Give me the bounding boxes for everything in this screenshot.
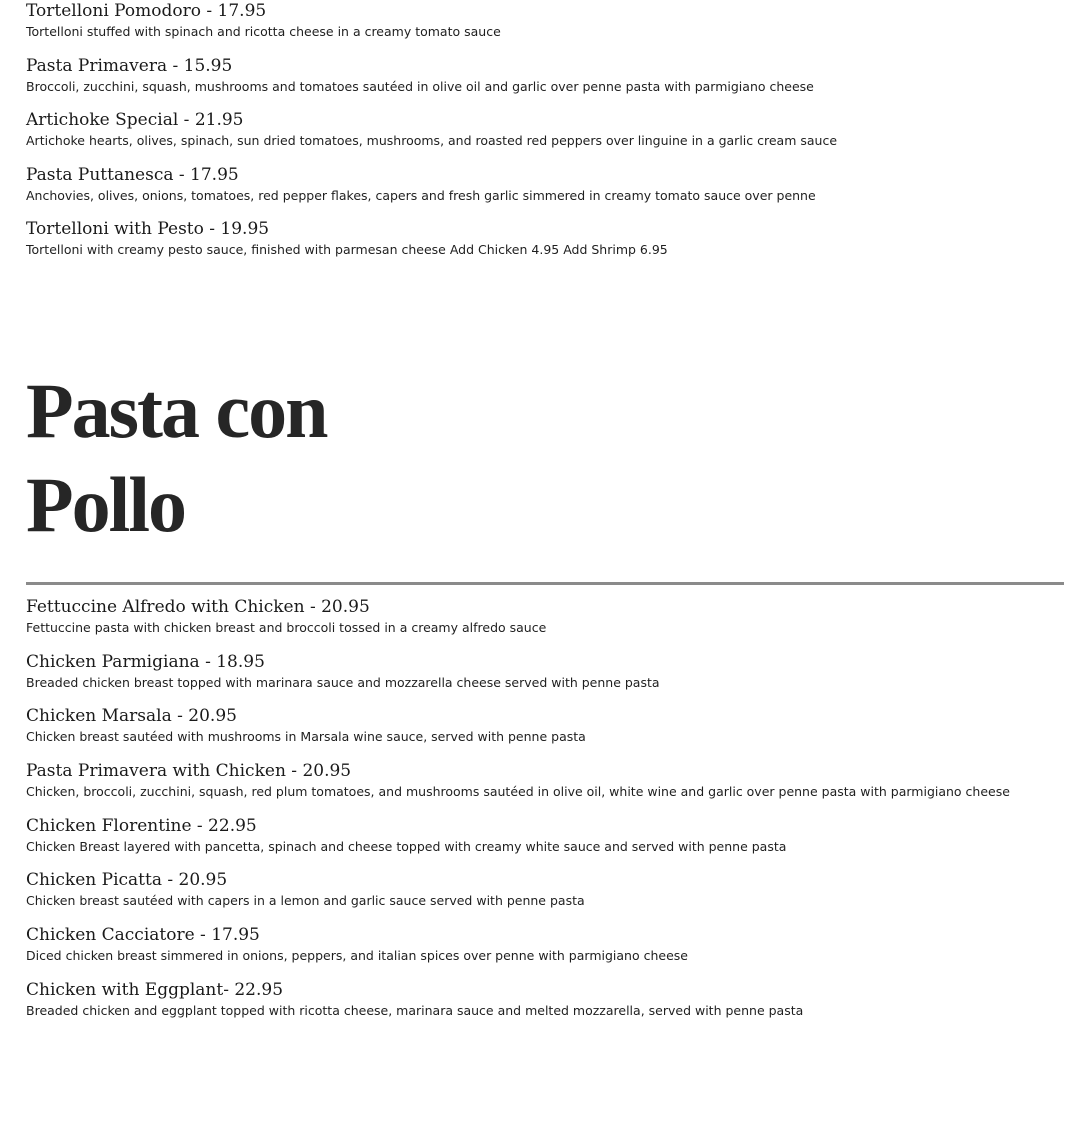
menu-item-description: Anchovies, olives, onions, tomatoes, red pepper flakes, capers and fresh garlic simmered in creamy tomato sauce over penne <box>26 187 816 203</box>
menu-item-title: Chicken Picatta - 20.95 <box>26 870 228 891</box>
menu-item-description: Chicken breast sautéed with capers in a lemon and garlic sauce served with penne pasta <box>26 893 585 909</box>
menu-item-description: Breaded chicken breast topped with marinara sauce and mozzarella cheese served with penne pasta <box>26 674 660 690</box>
menu-item-description: Chicken Breast layered with pancetta, spinach and cheese topped with creamy white sauce and served with penne pasta <box>26 838 787 854</box>
menu-item-title: Chicken Florentine - 22.95 <box>26 815 257 836</box>
chicken-pasta-items-list <box>26 596 1064 1034</box>
menu-item <box>26 924 1064 979</box>
menu-item-description: Artichoke hearts, olives, spinach, sun dried tomatoes, mushrooms, and roasted red peppers over linguine in a garlic cream sauce <box>26 133 838 149</box>
menu-item-description: Tortelloni with creamy pesto sauce, finished with parmesan cheese Add Chicken 4.95 Add Shrimp 6.95 <box>26 242 668 258</box>
section-heading-line: Pollo <box>26 461 185 548</box>
menu-item-description: Chicken, broccoli, zucchini, squash, red plum tomatoes, and mushrooms sautéed in olive oil, white wine and garlic over penne pasta with parmigiano cheese <box>26 784 1010 800</box>
menu-item <box>26 760 1064 815</box>
menu-item <box>26 651 1064 706</box>
menu-item <box>26 596 1064 651</box>
menu-item <box>26 705 1064 760</box>
menu-item-description: Breaded chicken and eggplant topped with ricotta cheese, marinara sauce and melted mozzarella, served with penne pasta <box>26 1002 804 1018</box>
menu-item <box>26 55 1064 110</box>
menu-item <box>26 109 1064 164</box>
pasta-items-list <box>26 0 1064 273</box>
menu-item-title: Chicken Cacciatore - 17.95 <box>26 925 260 946</box>
section-heading-line: Pasta con <box>26 367 327 454</box>
menu-item-title: Pasta Primavera - 15.95 <box>26 55 233 76</box>
menu-item-description: Tortelloni stuffed with spinach and ricotta cheese in a creamy tomato sauce <box>26 24 501 39</box>
menu-item-description: Diced chicken breast simmered in onions, peppers, and italian spices over penne with parmigiano cheese <box>26 948 688 964</box>
menu-item-title: Chicken Marsala - 20.95 <box>26 706 237 727</box>
menu-item <box>26 979 1064 1034</box>
menu-item-title: Tortelloni Pomodoro - 17.95 <box>26 1 267 21</box>
menu-item-description: Broccoli, zucchini, squash, mushrooms and tomatoes sautéed in olive oil and garlic over penne pasta with parmigiano cheese <box>26 78 814 94</box>
menu-item <box>26 869 1064 924</box>
menu-item-title: Artichoke Special - 21.95 <box>26 110 244 131</box>
menu-item <box>26 218 1064 273</box>
section-divider <box>26 582 1064 585</box>
menu-item-title: Chicken Parmigiana - 18.95 <box>26 651 265 672</box>
section-heading <box>26 364 446 552</box>
menu-item <box>26 0 1064 55</box>
menu-item <box>26 164 1064 219</box>
menu-item <box>26 815 1064 870</box>
menu-item-title: Pasta Primavera with Chicken - 20.95 <box>26 761 352 782</box>
menu-item-title: Chicken with Eggplant- 22.95 <box>26 979 284 1000</box>
menu-item-description: Chicken breast sautéed with mushrooms in Marsala wine sauce, served with penne pasta <box>26 729 586 745</box>
menu-item-description: Fettuccine pasta with chicken breast and broccoli tossed in a creamy alfredo sauce <box>26 620 547 635</box>
menu-item-title: Fettuccine Alfredo with Chicken - 20.95 <box>26 597 370 617</box>
menu-item-title: Pasta Puttanesca - 17.95 <box>26 164 239 185</box>
menu-item-title: Tortelloni with Pesto - 19.95 <box>26 219 270 240</box>
